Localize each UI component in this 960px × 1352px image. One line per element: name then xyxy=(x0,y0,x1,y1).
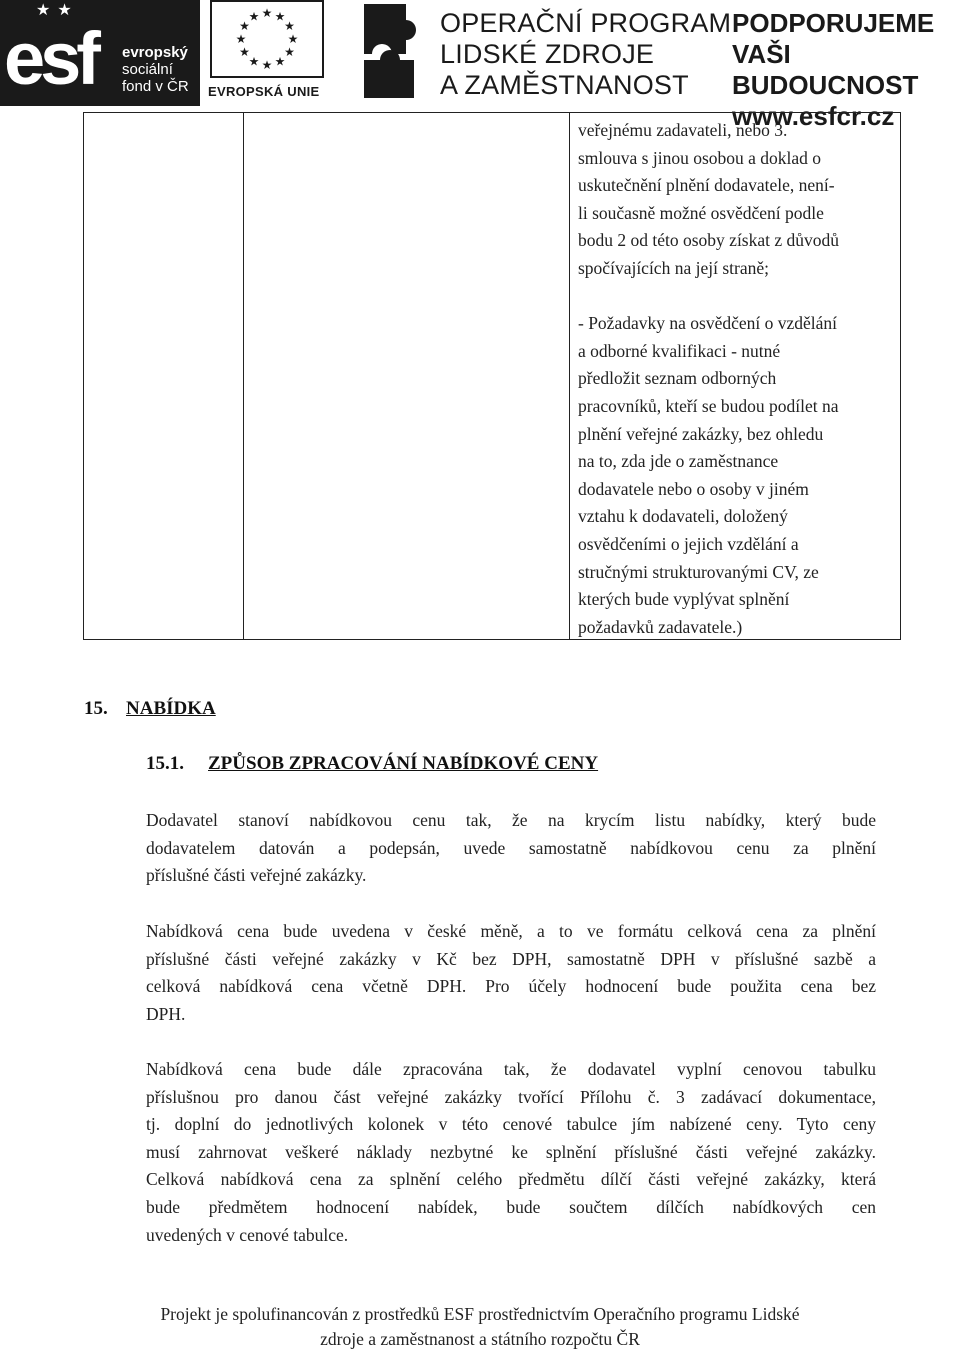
op-logo xyxy=(360,0,740,106)
table-cell-empty xyxy=(84,113,244,639)
esf-logo-mark: esf xyxy=(4,17,96,100)
eu-star-icon: ★ xyxy=(239,45,250,59)
eu-star-icon: ★ xyxy=(284,19,295,33)
eu-star-icon: ★ xyxy=(284,45,295,59)
paragraph-line: celková nabídková cena včetně DPH. Pro účely hodnocení bude použita cena bez xyxy=(146,976,876,997)
esf-logo xyxy=(0,0,200,106)
requirements-table xyxy=(83,112,901,640)
eu-star-icon: ★ xyxy=(261,58,273,72)
puzzle-icon xyxy=(362,2,432,100)
subsection-title: ZPŮSOB ZPRACOVÁNÍ NABÍDKOVÉ CENY xyxy=(208,753,599,774)
table-line: stručnými strukturovanými CV, ze xyxy=(578,561,819,582)
paragraph-line: příslušnou pro danou část veřejné zakázky tvořící Přílohu č. 3 zadávací dokumentace, xyxy=(146,1086,876,1107)
eu-star-icon: ★ xyxy=(239,19,250,33)
table-line: li současně možné osvědčení podle xyxy=(578,202,824,223)
paragraph-line: příslušné části veřejné zakázky v Kč bez DPH, samostatně DPH v příslušné sazbě a xyxy=(146,948,876,969)
op-line: A ZAMĚSTNANOST xyxy=(440,70,689,100)
star-icon: ★ ★ xyxy=(36,0,73,19)
table-line: kterých bude vyplývat splnění xyxy=(578,589,790,610)
table-line: smlouva s jinou osobou a doklad o xyxy=(578,147,822,168)
footer-line: Projekt je spolufinancován z prostředků ESF prostřednictvím Operačního programu Lidské xyxy=(160,1304,800,1324)
paragraph-line: Nabídková cena bude dále zpracována tak, že dodavatel vyplní cenovou tabulku xyxy=(146,1059,876,1079)
eu-star-icon: ★ xyxy=(248,54,260,69)
section-heading xyxy=(84,698,216,720)
eu-star-icon: ★ xyxy=(287,32,299,46)
table-line: uskutečnění plnění dodavatele, není- xyxy=(578,175,835,196)
subsection-number: 15.1. xyxy=(146,753,184,774)
subsection-heading xyxy=(146,753,598,775)
eu-star-icon: ★ xyxy=(261,6,273,20)
esf-line: fond v ČR xyxy=(122,78,189,95)
paragraph xyxy=(146,1056,876,1249)
paragraph xyxy=(146,918,876,1028)
section-title: NABÍDKA xyxy=(126,698,216,719)
table-line: předložit seznam odborných xyxy=(578,368,777,389)
paragraph-line: příslušné části veřejné zakázky. xyxy=(146,865,367,886)
eu-star-icon: ★ xyxy=(235,32,247,46)
paragraph-line: musí zahrnovat veškeré náklady nezbytné ke splnění příslušné části veřejné zakázky. xyxy=(146,1141,876,1162)
eu-logo xyxy=(206,0,332,106)
table-line: bodu 2 od této osoby získat z důvodů xyxy=(578,230,840,251)
footer-line: zdroje a zaměstnanost a státního rozpočtu ČR xyxy=(320,1329,640,1349)
table-line: - Požadavky na osvědčení o vzdělání xyxy=(578,313,838,334)
table-line: veřejnému zadavateli, nebo 3. xyxy=(578,120,788,140)
paragraph xyxy=(146,807,876,890)
table-line: pracovníků, kteří se budou podílet na xyxy=(578,395,839,416)
table-cell-text xyxy=(570,113,900,639)
op-line: OPERAČNÍ PROGRAM xyxy=(440,8,732,38)
page-footer xyxy=(0,1302,960,1352)
table-line: osvědčeními o jejich vzdělání a xyxy=(578,533,799,554)
paragraph-line: Dodavatel stanoví nabídkovou cenu tak, že na krycím listu nabídky, který bude xyxy=(146,810,876,830)
slogan-url: www.esfcr.cz xyxy=(732,101,895,131)
table-line: na to, zda jde o zaměstnance xyxy=(578,451,779,472)
slogan-line: VAŠI BUDOUCNOST xyxy=(732,39,919,100)
table-line: a odborné kvalifikaci - nutné xyxy=(578,340,781,361)
eu-label: EVROPSKÁ UNIE xyxy=(208,84,320,99)
paragraph-line: Celková nabídková cena za splnění celého předmětu dílčí části veřejné zakázky, která xyxy=(146,1169,876,1190)
paragraph-line: uvedených v cenové tabulce. xyxy=(146,1224,349,1245)
eu-star-icon: ★ xyxy=(274,54,286,69)
paragraph-line: DPH. xyxy=(146,1003,186,1024)
table-line: spočívajících na její straně; xyxy=(578,257,769,278)
table-line: vztahu k dodavateli, doložený xyxy=(578,506,788,527)
esf-line: evropský xyxy=(122,44,188,61)
paragraph-line: dodavatelem datován a podepsán, uvede samostatně nabídkovou cenu za plnění xyxy=(146,837,876,858)
table-line: plnění veřejné zakázky, bez ohledu xyxy=(578,423,824,444)
esf-line: sociální xyxy=(122,61,173,78)
paragraph-line: Nabídková cena bude uvedena v české měně, a to ve formátu celková cena za plnění xyxy=(146,921,876,941)
esf-logo-text xyxy=(122,44,189,95)
table-line: požadavků zadavatele.) xyxy=(578,616,743,637)
section-number: 15. xyxy=(84,698,108,719)
table-line: dodavatele nebo o osoby v jiném xyxy=(578,478,809,499)
paragraph-line: tj. doplní do jednotlivých kolonek v této cenové tabulce jím nabízené ceny. Tyto ceny xyxy=(146,1114,876,1135)
op-line: LIDSKÉ ZDROJE xyxy=(440,39,655,69)
op-logo-text xyxy=(440,8,731,101)
eu-flag-icon xyxy=(210,0,324,78)
paragraph-line: bude předmětem hodnocení nabídek, bude součtem dílčích nabídkových cen xyxy=(146,1196,876,1217)
slogan-line: PODPORUJEME xyxy=(732,8,935,38)
eu-star-icon: ★ xyxy=(248,9,260,24)
table-cell-empty xyxy=(244,113,570,639)
eu-star-icon: ★ xyxy=(274,9,286,24)
